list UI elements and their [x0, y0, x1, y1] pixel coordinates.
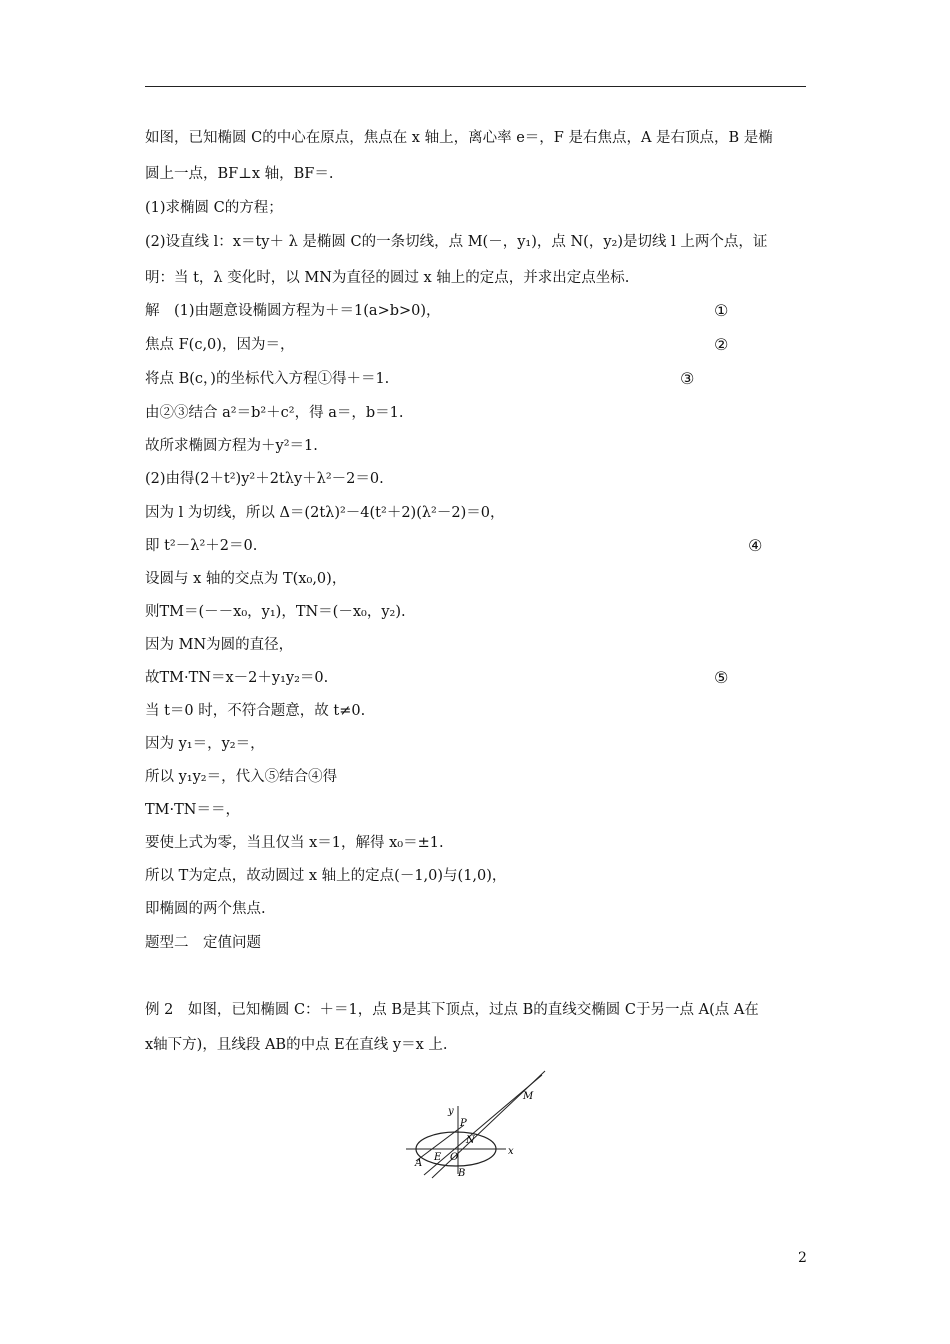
ellipse-figure	[402, 1068, 552, 1180]
solution-line-9: 设圆与 x 轴的交点为 T(x₀,0)，	[145, 571, 347, 587]
solution-line-18: 所以 T为定点，故动圆过 x 轴上的定点(－1,0)与(1,0)，	[145, 868, 507, 884]
label-b: B	[458, 1168, 466, 1179]
question-2-line-2: 明：当 t，λ 变化时，以 MN为直径的圆过 x 轴上的定点，并求出定点坐标.	[145, 270, 630, 286]
solution-line-6: (2)由得(2＋t²)y²＋2tλy＋λ²－2＝0.	[145, 471, 384, 487]
equation-mark-4: ④	[748, 536, 763, 555]
problem-line-1: 如图，已知椭圆 C的中心在原点，焦点在 x 轴上，离心率 e＝，F 是右焦点，A 是右顶点，B 是椭	[145, 130, 773, 146]
label-o: O	[450, 1152, 459, 1163]
solution-line-17: 要使上式为零，当且仅当 x＝1，解得 x₀＝±1.	[145, 835, 444, 851]
solution-line-11: 因为 MN为圆的直径，	[145, 637, 294, 653]
label-x: x	[508, 1146, 514, 1157]
solution-line-5: 故所求椭圆方程为＋y²＝1.	[145, 438, 318, 454]
example-line-1: 例 2 如图，已知椭圆 C：＋＝1，点 B是其下顶点，过点 B的直线交椭圆 C于另一点 A(点 A在	[145, 1002, 759, 1018]
problem-line-2: 圆上一点，BF⊥x 轴，BF＝.	[145, 166, 334, 182]
solution-line-13: 当 t＝0 时，不符合题意，故 t≠0.	[145, 703, 366, 719]
equation-mark-1: ①	[714, 301, 729, 320]
solution-line-10: 则TM＝(－－x₀，y₁)，TN＝(－x₀，y₂).	[145, 604, 406, 620]
solution-line-8: 即 t²－λ²＋2＝0.	[145, 538, 258, 554]
solution-line-14: 因为 y₁＝，y₂＝，	[145, 736, 265, 752]
label-n: N	[466, 1135, 475, 1146]
equation-mark-2: ②	[714, 335, 729, 354]
solution-line-1: 解 (1)由题意设椭圆方程为＋＝1(a>b>0)，	[145, 303, 441, 319]
tangent-line-l	[432, 1071, 545, 1178]
solution-line-15: 所以 y₁y₂＝，代入⑤结合④得	[145, 769, 338, 785]
label-p: P	[460, 1118, 467, 1129]
question-2-line-1: (2)设直线 l：x＝ty＋ λ 是椭圆 C的一条切线，点 M(－，y₁)，点 N(，y₂)是切线 l 上两个点，证	[145, 234, 768, 250]
solution-line-2: 焦点 F(c,0)，因为＝，	[145, 337, 295, 353]
solution-line-4: 由②③结合 a²＝b²＋c²，得 a＝，b＝1.	[145, 405, 404, 421]
solution-line-3: 将点 B(c，)的坐标代入方程①得＋＝1.	[145, 371, 390, 387]
solution-line-7: 因为 l 为切线，所以 Δ＝(2tλ)²－4(t²＋2)(λ²－2)＝0，	[145, 505, 505, 521]
label-m: M	[523, 1091, 534, 1102]
question-1: (1)求椭圆 C的方程；	[145, 200, 283, 216]
page-number: 2	[798, 1250, 807, 1266]
section-title: 题型二 定值问题	[145, 935, 261, 951]
equation-mark-3: ③	[680, 369, 695, 388]
equation-mark-5: ⑤	[714, 668, 729, 687]
example-line-2: x轴下方)，且线段 AB的中点 E在直线 y＝x 上.	[145, 1037, 448, 1053]
header-rule	[145, 86, 806, 87]
solution-line-12: 故TM·TN＝x－2＋y₁y₂＝0.	[145, 670, 329, 686]
solution-line-16: TM·TN＝＝，	[145, 802, 240, 818]
label-y: y	[448, 1106, 454, 1117]
label-a: A	[415, 1158, 423, 1169]
solution-line-19: 即椭圆的两个焦点.	[145, 901, 266, 917]
label-e: E	[434, 1152, 442, 1163]
